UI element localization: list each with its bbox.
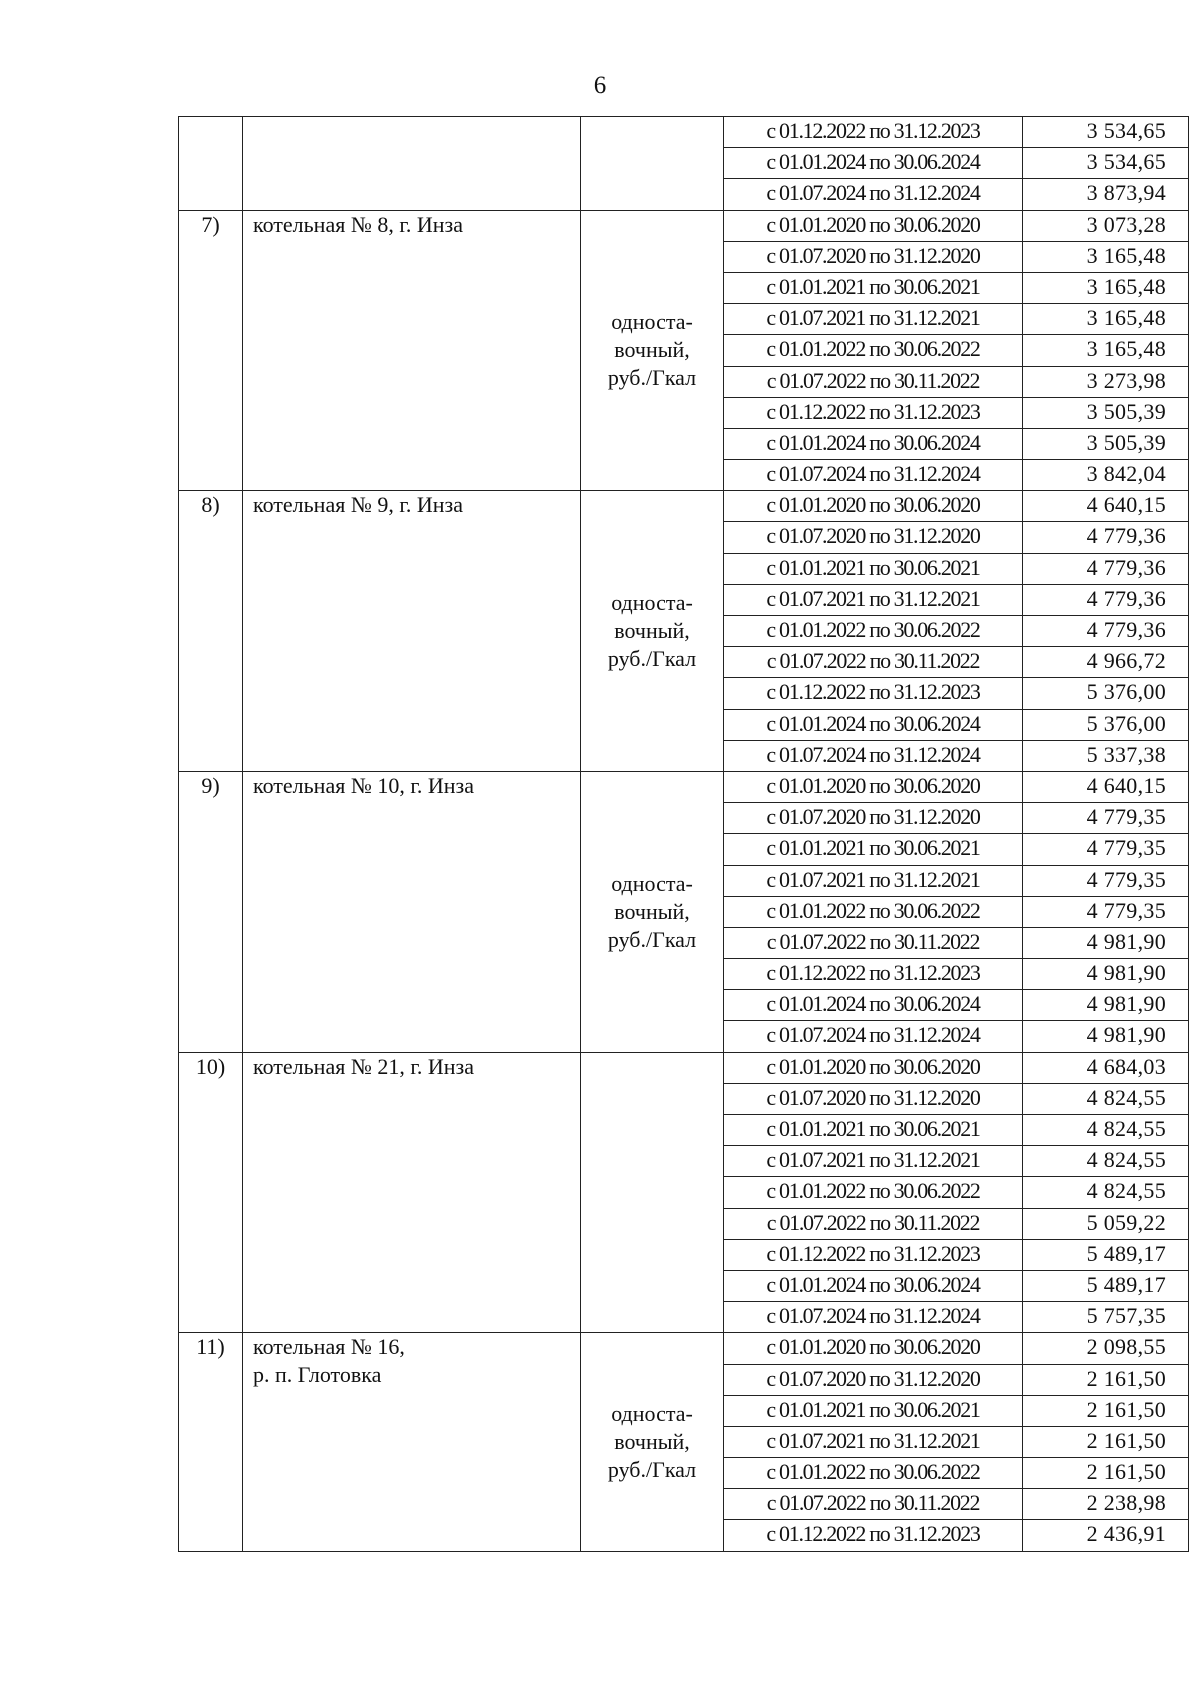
tariff-type (581, 1052, 724, 1333)
tariff-value-cell: 5 376,00 (1023, 709, 1189, 740)
tariff-type-line: вочный, (614, 898, 690, 924)
tariff-value-cell: 4 824,55 (1023, 1146, 1189, 1177)
tariff-type (581, 210, 724, 491)
tariff-type-line: односта- (611, 870, 693, 896)
tariff-value-cell: 3 842,04 (1023, 460, 1189, 491)
period-cell: с 01.01.2022 по 30.06.2022 (724, 1458, 1023, 1489)
period-cell: с 01.01.2024 по 30.06.2024 (724, 990, 1023, 1021)
boiler-name-line: котельная № 21, г. Инза (253, 1053, 474, 1079)
period-cell: с 01.01.2021 по 30.06.2021 (724, 1395, 1023, 1426)
tariff-value-cell: 2 161,50 (1023, 1426, 1189, 1457)
tariff-type-line: вочный, (614, 1428, 690, 1454)
boiler-name-line: р. п. Глотовка (253, 1362, 382, 1388)
tariff-value-cell: 3 165,48 (1023, 304, 1189, 335)
period-cell: с 01.07.2022 по 30.11.2022 (724, 647, 1023, 678)
tariff-type-line: руб./Гкал (607, 926, 697, 952)
tariff-value-cell: 4 640,15 (1023, 491, 1189, 522)
boiler-name (243, 117, 581, 211)
period-cell: с 01.07.2024 по 31.12.2024 (724, 1021, 1023, 1052)
period-cell: с 01.07.2021 по 31.12.2021 (724, 1146, 1023, 1177)
period-cell: с 01.01.2024 по 30.06.2024 (724, 148, 1023, 179)
tariff-value-cell: 4 779,36 (1023, 616, 1189, 647)
tariff-type-line: односта- (611, 1400, 693, 1426)
tariff-value-cell: 4 981,90 (1023, 1021, 1189, 1052)
tariff-value-cell: 5 489,17 (1023, 1239, 1189, 1270)
period-cell: с 01.07.2021 по 31.12.2021 (724, 1426, 1023, 1457)
tariff-value-cell: 2 238,98 (1023, 1489, 1189, 1520)
tariff-value-cell: 3 534,65 (1023, 117, 1189, 148)
period-cell: с 01.01.2021 по 30.06.2021 (724, 553, 1023, 584)
tariff-value-cell: 4 981,90 (1023, 927, 1189, 958)
tariff-value-cell: 4 966,72 (1023, 647, 1189, 678)
period-cell: с 01.01.2022 по 30.06.2022 (724, 335, 1023, 366)
tariff-type-line: вочный, (614, 618, 690, 644)
tariff-value-cell: 5 757,35 (1023, 1302, 1189, 1333)
period-cell: с 01.07.2021 по 31.12.2021 (724, 865, 1023, 896)
tariff-type (581, 491, 724, 772)
tariff-value-cell: 2 436,91 (1023, 1520, 1189, 1551)
period-cell: с 01.07.2024 по 31.12.2024 (724, 179, 1023, 210)
period-cell: с 01.07.2020 по 31.12.2020 (724, 241, 1023, 272)
period-cell: с 01.07.2022 по 30.11.2022 (724, 927, 1023, 958)
period-cell: с 01.12.2022 по 31.12.2023 (724, 678, 1023, 709)
tariff-value-cell: 3 534,65 (1023, 148, 1189, 179)
period-cell: с 01.12.2022 по 31.12.2023 (724, 1239, 1023, 1270)
tariff-type-line: руб./Гкал (607, 646, 697, 672)
tariff-value-cell: 4 779,35 (1023, 896, 1189, 927)
period-cell: с 01.07.2021 по 31.12.2021 (724, 304, 1023, 335)
tariff-value-cell: 4 824,55 (1023, 1083, 1189, 1114)
tariff-value-cell: 4 779,36 (1023, 553, 1189, 584)
period-cell: с 01.12.2022 по 31.12.2023 (724, 1520, 1023, 1551)
period-cell: с 01.01.2020 по 30.06.2020 (724, 1333, 1023, 1364)
tariff-value-cell: 3 873,94 (1023, 179, 1189, 210)
boiler-name-line: котельная № 16, (253, 1334, 405, 1360)
period-cell: с 01.01.2021 по 30.06.2021 (724, 834, 1023, 865)
period-cell: с 01.07.2020 по 31.12.2020 (724, 522, 1023, 553)
period-cell: с 01.01.2021 по 30.06.2021 (724, 272, 1023, 303)
table-row (179, 491, 1189, 522)
period-cell: с 01.01.2021 по 30.06.2021 (724, 1115, 1023, 1146)
tariff-value-cell: 4 981,90 (1023, 990, 1189, 1021)
period-cell: с 01.07.2020 по 31.12.2020 (724, 1083, 1023, 1114)
item-number: 8) (179, 491, 243, 772)
period-cell: с 01.07.2024 по 31.12.2024 (724, 460, 1023, 491)
tariff-type-line: односта- (611, 309, 693, 335)
period-cell: с 01.01.2020 по 30.06.2020 (724, 1052, 1023, 1083)
table-row (179, 210, 1189, 241)
period-cell: с 01.01.2022 по 30.06.2022 (724, 616, 1023, 647)
tariff-value-cell: 2 098,55 (1023, 1333, 1189, 1364)
tariff-value-cell: 5 059,22 (1023, 1208, 1189, 1239)
tariff-value-cell: 2 161,50 (1023, 1458, 1189, 1489)
tariff-value-cell: 3 505,39 (1023, 397, 1189, 428)
period-cell: с 01.07.2020 по 31.12.2020 (724, 1364, 1023, 1395)
tariff-value-cell: 3 505,39 (1023, 428, 1189, 459)
boiler-name (243, 1052, 581, 1333)
period-cell: с 01.07.2022 по 30.11.2022 (724, 1489, 1023, 1520)
page-number: 6 (593, 72, 607, 99)
tariff-value-cell: 3 165,48 (1023, 241, 1189, 272)
table-row (179, 1052, 1189, 1083)
tariff-value-cell: 3 165,48 (1023, 335, 1189, 366)
boiler-name (243, 210, 581, 491)
tariff-value-cell: 5 337,38 (1023, 740, 1189, 771)
tariff-value-cell: 2 161,50 (1023, 1364, 1189, 1395)
item-number (179, 117, 243, 211)
tariff-table-body (179, 117, 1189, 1552)
period-cell: с 01.01.2022 по 30.06.2022 (724, 896, 1023, 927)
period-cell: с 01.07.2024 по 31.12.2024 (724, 740, 1023, 771)
tariff-type-line: руб./Гкал (607, 1456, 697, 1482)
tariff-value-cell: 3 273,98 (1023, 366, 1189, 397)
tariff-value-cell: 4 824,55 (1023, 1177, 1189, 1208)
tariff-value-cell: 4 779,36 (1023, 584, 1189, 615)
boiler-name-line: котельная № 8, г. Инза (253, 211, 463, 237)
tariff-type (581, 117, 724, 211)
period-cell: с 01.01.2020 по 30.06.2020 (724, 771, 1023, 802)
tariff-type-line: вочный, (614, 337, 690, 363)
period-cell: с 01.01.2024 по 30.06.2024 (724, 428, 1023, 459)
period-cell: с 01.12.2022 по 31.12.2023 (724, 397, 1023, 428)
tariff-type (581, 1333, 724, 1551)
period-cell: с 01.12.2022 по 31.12.2023 (724, 959, 1023, 990)
period-cell: с 01.01.2022 по 30.06.2022 (724, 1177, 1023, 1208)
tariff-value-cell: 4 684,03 (1023, 1052, 1189, 1083)
boiler-name (243, 771, 581, 1052)
period-cell: с 01.01.2020 по 30.06.2020 (724, 210, 1023, 241)
boiler-name-line: котельная № 10, г. Инза (253, 772, 474, 798)
tariff-table (178, 116, 1189, 1552)
table-row (179, 1333, 1189, 1364)
tariff-value-cell: 4 779,36 (1023, 522, 1189, 553)
tariff-value-cell: 4 779,35 (1023, 865, 1189, 896)
tariff-value-cell: 4 779,35 (1023, 834, 1189, 865)
tariff-type (581, 771, 724, 1052)
tariff-type-line: руб./Гкал (607, 365, 697, 391)
table-row (179, 117, 1189, 148)
item-number: 9) (179, 771, 243, 1052)
period-cell: с 01.07.2020 по 31.12.2020 (724, 803, 1023, 834)
item-number: 10) (179, 1052, 243, 1333)
tariff-value-cell: 5 489,17 (1023, 1270, 1189, 1301)
tariff-type-line: односта- (611, 590, 693, 616)
table-row (179, 771, 1189, 802)
item-number: 11) (179, 1333, 243, 1551)
item-number: 7) (179, 210, 243, 491)
period-cell: с 01.07.2021 по 31.12.2021 (724, 584, 1023, 615)
period-cell: с 01.01.2024 по 30.06.2024 (724, 1270, 1023, 1301)
tariff-value-cell: 2 161,50 (1023, 1395, 1189, 1426)
period-cell: с 01.07.2024 по 31.12.2024 (724, 1302, 1023, 1333)
tariff-value-cell: 4 981,90 (1023, 959, 1189, 990)
period-cell: с 01.01.2024 по 30.06.2024 (724, 709, 1023, 740)
period-cell: с 01.07.2022 по 30.11.2022 (724, 1208, 1023, 1239)
period-cell: с 01.12.2022 по 31.12.2023 (724, 117, 1023, 148)
tariff-value-cell: 3 073,28 (1023, 210, 1189, 241)
tariff-value-cell: 5 376,00 (1023, 678, 1189, 709)
boiler-name-line: котельная № 9, г. Инза (253, 492, 463, 518)
period-cell: с 01.07.2022 по 30.11.2022 (724, 366, 1023, 397)
boiler-name (243, 491, 581, 772)
boiler-name (243, 1333, 581, 1551)
tariff-value-cell: 4 779,35 (1023, 803, 1189, 834)
tariff-value-cell: 3 165,48 (1023, 272, 1189, 303)
tariff-value-cell: 4 640,15 (1023, 771, 1189, 802)
tariff-value-cell: 4 824,55 (1023, 1115, 1189, 1146)
period-cell: с 01.01.2020 по 30.06.2020 (724, 491, 1023, 522)
